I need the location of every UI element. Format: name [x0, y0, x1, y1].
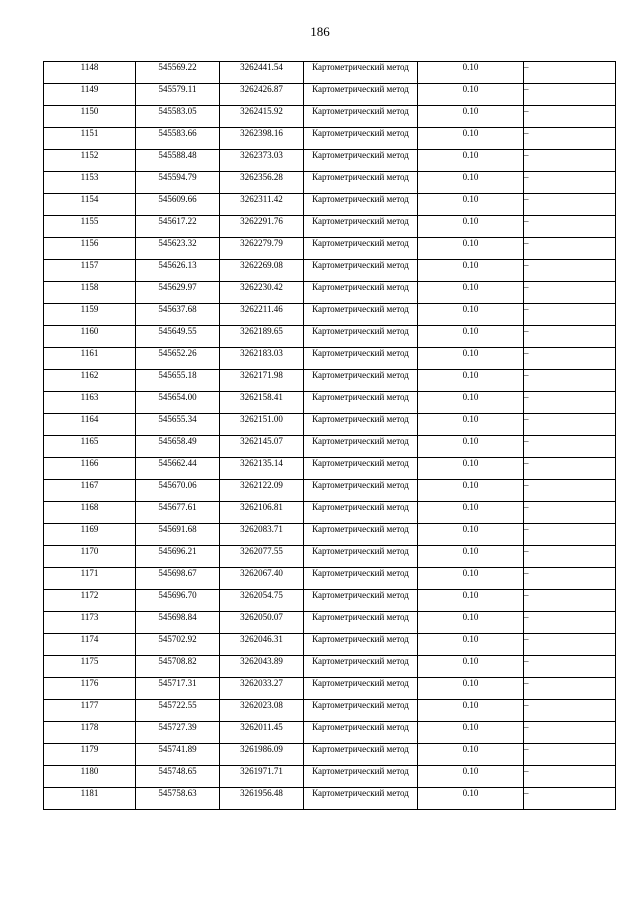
- method-cell: Картометрический метод: [304, 568, 418, 590]
- point-number-cell: 1165: [44, 436, 136, 458]
- point-number-cell: 1158: [44, 282, 136, 304]
- x-coordinate-cell: 545662.44: [136, 458, 220, 480]
- y-coordinate-cell: 3262291.76: [220, 216, 304, 238]
- x-coordinate-cell: 545655.18: [136, 370, 220, 392]
- y-coordinate-cell: 3262151.00: [220, 414, 304, 436]
- method-cell: Картометрический метод: [304, 722, 418, 744]
- table-row: [44, 634, 616, 656]
- table-row: [44, 326, 616, 348]
- y-coordinate-cell: 3262356.28: [220, 172, 304, 194]
- method-cell: Картометрический метод: [304, 766, 418, 788]
- note-cell: –: [524, 106, 616, 128]
- x-coordinate-cell: 545588.48: [136, 150, 220, 172]
- y-coordinate-cell: 3262050.07: [220, 612, 304, 634]
- accuracy-cell: 0.10: [418, 656, 524, 678]
- table-row: [44, 766, 616, 788]
- note-cell: –: [524, 348, 616, 370]
- point-number-cell: 1167: [44, 480, 136, 502]
- table-row: [44, 150, 616, 172]
- table-row: [44, 524, 616, 546]
- accuracy-cell: 0.10: [418, 722, 524, 744]
- method-cell: Картометрический метод: [304, 106, 418, 128]
- accuracy-cell: 0.10: [418, 700, 524, 722]
- note-cell: –: [524, 524, 616, 546]
- x-coordinate-cell: 545727.39: [136, 722, 220, 744]
- method-cell: Картометрический метод: [304, 634, 418, 656]
- point-number-cell: 1169: [44, 524, 136, 546]
- table-row: [44, 106, 616, 128]
- note-cell: –: [524, 304, 616, 326]
- y-coordinate-cell: 3262122.09: [220, 480, 304, 502]
- method-cell: Картометрический метод: [304, 700, 418, 722]
- table-row: [44, 678, 616, 700]
- note-cell: –: [524, 172, 616, 194]
- x-coordinate-cell: 545629.97: [136, 282, 220, 304]
- method-cell: Картометрический метод: [304, 238, 418, 260]
- method-cell: Картометрический метод: [304, 260, 418, 282]
- y-coordinate-cell: 3262426.87: [220, 84, 304, 106]
- y-coordinate-cell: 3262311.42: [220, 194, 304, 216]
- x-coordinate-cell: 545594.79: [136, 172, 220, 194]
- method-cell: Картометрический метод: [304, 194, 418, 216]
- note-cell: –: [524, 128, 616, 150]
- x-coordinate-cell: 545637.68: [136, 304, 220, 326]
- point-number-cell: 1148: [44, 62, 136, 84]
- method-cell: Картометрический метод: [304, 84, 418, 106]
- table-row: [44, 370, 616, 392]
- x-coordinate-cell: 545579.11: [136, 84, 220, 106]
- point-number-cell: 1149: [44, 84, 136, 106]
- y-coordinate-cell: 3262046.31: [220, 634, 304, 656]
- accuracy-cell: 0.10: [418, 634, 524, 656]
- method-cell: Картометрический метод: [304, 128, 418, 150]
- method-cell: Картометрический метод: [304, 282, 418, 304]
- note-cell: –: [524, 656, 616, 678]
- accuracy-cell: 0.10: [418, 546, 524, 568]
- note-cell: –: [524, 414, 616, 436]
- x-coordinate-cell: 545670.06: [136, 480, 220, 502]
- note-cell: –: [524, 326, 616, 348]
- table-row: [44, 700, 616, 722]
- y-coordinate-cell: 3262033.27: [220, 678, 304, 700]
- y-coordinate-cell: 3262011.45: [220, 722, 304, 744]
- accuracy-cell: 0.10: [418, 106, 524, 128]
- table-row: [44, 722, 616, 744]
- method-cell: Картометрический метод: [304, 304, 418, 326]
- y-coordinate-cell: 3262077.55: [220, 546, 304, 568]
- table-row: [44, 590, 616, 612]
- y-coordinate-cell: 3262145.07: [220, 436, 304, 458]
- table-row: [44, 172, 616, 194]
- y-coordinate-cell: 3262083.71: [220, 524, 304, 546]
- method-cell: Картометрический метод: [304, 458, 418, 480]
- table-row: [44, 62, 616, 84]
- accuracy-cell: 0.10: [418, 766, 524, 788]
- point-number-cell: 1157: [44, 260, 136, 282]
- note-cell: –: [524, 84, 616, 106]
- point-number-cell: 1180: [44, 766, 136, 788]
- accuracy-cell: 0.10: [418, 414, 524, 436]
- table-row: [44, 788, 616, 810]
- table-row: [44, 458, 616, 480]
- note-cell: –: [524, 370, 616, 392]
- method-cell: Картометрический метод: [304, 172, 418, 194]
- method-cell: Картометрический метод: [304, 612, 418, 634]
- point-number-cell: 1166: [44, 458, 136, 480]
- note-cell: –: [524, 150, 616, 172]
- accuracy-cell: 0.10: [418, 370, 524, 392]
- table-row: [44, 84, 616, 106]
- accuracy-cell: 0.10: [418, 238, 524, 260]
- note-cell: –: [524, 392, 616, 414]
- point-number-cell: 1161: [44, 348, 136, 370]
- accuracy-cell: 0.10: [418, 304, 524, 326]
- method-cell: Картометрический метод: [304, 62, 418, 84]
- point-number-cell: 1150: [44, 106, 136, 128]
- note-cell: –: [524, 722, 616, 744]
- point-number-cell: 1178: [44, 722, 136, 744]
- table-row: [44, 656, 616, 678]
- y-coordinate-cell: 3262158.41: [220, 392, 304, 414]
- accuracy-cell: 0.10: [418, 84, 524, 106]
- accuracy-cell: 0.10: [418, 502, 524, 524]
- x-coordinate-cell: 545702.92: [136, 634, 220, 656]
- note-cell: –: [524, 480, 616, 502]
- table-row: [44, 502, 616, 524]
- x-coordinate-cell: 545722.55: [136, 700, 220, 722]
- table-row: [44, 238, 616, 260]
- x-coordinate-cell: 545652.26: [136, 348, 220, 370]
- x-coordinate-cell: 545658.49: [136, 436, 220, 458]
- x-coordinate-cell: 545696.21: [136, 546, 220, 568]
- table-row: [44, 436, 616, 458]
- point-number-cell: 1172: [44, 590, 136, 612]
- note-cell: –: [524, 700, 616, 722]
- y-coordinate-cell: 3262373.03: [220, 150, 304, 172]
- note-cell: –: [524, 546, 616, 568]
- accuracy-cell: 0.10: [418, 678, 524, 700]
- table-row: [44, 128, 616, 150]
- x-coordinate-cell: 545748.65: [136, 766, 220, 788]
- point-number-cell: 1152: [44, 150, 136, 172]
- x-coordinate-cell: 545649.55: [136, 326, 220, 348]
- method-cell: Картометрический метод: [304, 216, 418, 238]
- accuracy-cell: 0.10: [418, 590, 524, 612]
- y-coordinate-cell: 3262106.81: [220, 502, 304, 524]
- x-coordinate-cell: 545677.61: [136, 502, 220, 524]
- y-coordinate-cell: 3262135.14: [220, 458, 304, 480]
- x-coordinate-cell: 545696.70: [136, 590, 220, 612]
- table-row: [44, 304, 616, 326]
- accuracy-cell: 0.10: [418, 788, 524, 810]
- note-cell: –: [524, 788, 616, 810]
- method-cell: Картометрический метод: [304, 326, 418, 348]
- y-coordinate-cell: 3262189.65: [220, 326, 304, 348]
- x-coordinate-cell: 545626.13: [136, 260, 220, 282]
- point-number-cell: 1160: [44, 326, 136, 348]
- y-coordinate-cell: 3262398.16: [220, 128, 304, 150]
- y-coordinate-cell: 3262269.08: [220, 260, 304, 282]
- note-cell: –: [524, 216, 616, 238]
- point-number-cell: 1179: [44, 744, 136, 766]
- note-cell: –: [524, 62, 616, 84]
- accuracy-cell: 0.10: [418, 282, 524, 304]
- method-cell: Картометрический метод: [304, 150, 418, 172]
- method-cell: Картометрический метод: [304, 348, 418, 370]
- note-cell: –: [524, 260, 616, 282]
- note-cell: –: [524, 568, 616, 590]
- x-coordinate-cell: 545741.89: [136, 744, 220, 766]
- method-cell: Картометрический метод: [304, 744, 418, 766]
- y-coordinate-cell: 3262183.03: [220, 348, 304, 370]
- accuracy-cell: 0.10: [418, 194, 524, 216]
- point-number-cell: 1176: [44, 678, 136, 700]
- accuracy-cell: 0.10: [418, 62, 524, 84]
- x-coordinate-cell: 545583.05: [136, 106, 220, 128]
- method-cell: Картометрический метод: [304, 414, 418, 436]
- point-number-cell: 1171: [44, 568, 136, 590]
- method-cell: Картометрический метод: [304, 656, 418, 678]
- accuracy-cell: 0.10: [418, 348, 524, 370]
- point-number-cell: 1159: [44, 304, 136, 326]
- method-cell: Картометрический метод: [304, 590, 418, 612]
- point-number-cell: 1155: [44, 216, 136, 238]
- y-coordinate-cell: 3262054.75: [220, 590, 304, 612]
- table-row: [44, 568, 616, 590]
- table-row: [44, 260, 616, 282]
- method-cell: Картометрический метод: [304, 392, 418, 414]
- method-cell: Картометрический метод: [304, 436, 418, 458]
- accuracy-cell: 0.10: [418, 458, 524, 480]
- accuracy-cell: 0.10: [418, 744, 524, 766]
- accuracy-cell: 0.10: [418, 150, 524, 172]
- x-coordinate-cell: 545583.66: [136, 128, 220, 150]
- x-coordinate-cell: 545698.67: [136, 568, 220, 590]
- table-row: [44, 216, 616, 238]
- note-cell: –: [524, 194, 616, 216]
- accuracy-cell: 0.10: [418, 216, 524, 238]
- method-cell: Картометрический метод: [304, 502, 418, 524]
- y-coordinate-cell: 3262230.42: [220, 282, 304, 304]
- note-cell: –: [524, 238, 616, 260]
- table-row: [44, 194, 616, 216]
- accuracy-cell: 0.10: [418, 480, 524, 502]
- note-cell: –: [524, 678, 616, 700]
- coordinates-table: [43, 61, 616, 810]
- note-cell: –: [524, 612, 616, 634]
- note-cell: –: [524, 766, 616, 788]
- note-cell: –: [524, 458, 616, 480]
- accuracy-cell: 0.10: [418, 326, 524, 348]
- table-row: [44, 282, 616, 304]
- y-coordinate-cell: 3262441.54: [220, 62, 304, 84]
- accuracy-cell: 0.10: [418, 568, 524, 590]
- point-number-cell: 1151: [44, 128, 136, 150]
- y-coordinate-cell: 3261986.09: [220, 744, 304, 766]
- point-number-cell: 1174: [44, 634, 136, 656]
- accuracy-cell: 0.10: [418, 260, 524, 282]
- y-coordinate-cell: 3262043.89: [220, 656, 304, 678]
- note-cell: –: [524, 634, 616, 656]
- y-coordinate-cell: 3262279.79: [220, 238, 304, 260]
- y-coordinate-cell: 3262023.08: [220, 700, 304, 722]
- note-cell: –: [524, 282, 616, 304]
- table-body: [44, 62, 616, 810]
- y-coordinate-cell: 3262415.92: [220, 106, 304, 128]
- table-row: [44, 546, 616, 568]
- point-number-cell: 1156: [44, 238, 136, 260]
- point-number-cell: 1175: [44, 656, 136, 678]
- accuracy-cell: 0.10: [418, 524, 524, 546]
- method-cell: Картометрический метод: [304, 546, 418, 568]
- point-number-cell: 1163: [44, 392, 136, 414]
- point-number-cell: 1153: [44, 172, 136, 194]
- x-coordinate-cell: 545691.68: [136, 524, 220, 546]
- x-coordinate-cell: 545717.31: [136, 678, 220, 700]
- x-coordinate-cell: 545708.82: [136, 656, 220, 678]
- table-row: [44, 612, 616, 634]
- method-cell: Картометрический метод: [304, 370, 418, 392]
- x-coordinate-cell: 545609.66: [136, 194, 220, 216]
- y-coordinate-cell: 3262067.40: [220, 568, 304, 590]
- x-coordinate-cell: 545698.84: [136, 612, 220, 634]
- page-number: 186: [310, 24, 330, 39]
- y-coordinate-cell: 3261956.48: [220, 788, 304, 810]
- point-number-cell: 1162: [44, 370, 136, 392]
- note-cell: –: [524, 744, 616, 766]
- point-number-cell: 1173: [44, 612, 136, 634]
- point-number-cell: 1170: [44, 546, 136, 568]
- x-coordinate-cell: 545617.22: [136, 216, 220, 238]
- table-row: [44, 480, 616, 502]
- accuracy-cell: 0.10: [418, 172, 524, 194]
- x-coordinate-cell: 545569.22: [136, 62, 220, 84]
- x-coordinate-cell: 545623.32: [136, 238, 220, 260]
- y-coordinate-cell: 3262171.98: [220, 370, 304, 392]
- accuracy-cell: 0.10: [418, 436, 524, 458]
- table-row: [44, 744, 616, 766]
- y-coordinate-cell: 3261971.71: [220, 766, 304, 788]
- point-number-cell: 1164: [44, 414, 136, 436]
- point-number-cell: 1177: [44, 700, 136, 722]
- note-cell: –: [524, 502, 616, 524]
- point-number-cell: 1154: [44, 194, 136, 216]
- method-cell: Картометрический метод: [304, 788, 418, 810]
- note-cell: –: [524, 590, 616, 612]
- note-cell: –: [524, 436, 616, 458]
- x-coordinate-cell: 545758.63: [136, 788, 220, 810]
- accuracy-cell: 0.10: [418, 612, 524, 634]
- accuracy-cell: 0.10: [418, 128, 524, 150]
- x-coordinate-cell: 545655.34: [136, 414, 220, 436]
- point-number-cell: 1168: [44, 502, 136, 524]
- point-number-cell: 1181: [44, 788, 136, 810]
- method-cell: Картометрический метод: [304, 524, 418, 546]
- table-row: [44, 348, 616, 370]
- table-row: [44, 392, 616, 414]
- accuracy-cell: 0.10: [418, 392, 524, 414]
- method-cell: Картометрический метод: [304, 480, 418, 502]
- table-row: [44, 414, 616, 436]
- method-cell: Картометрический метод: [304, 678, 418, 700]
- y-coordinate-cell: 3262211.46: [220, 304, 304, 326]
- x-coordinate-cell: 545654.00: [136, 392, 220, 414]
